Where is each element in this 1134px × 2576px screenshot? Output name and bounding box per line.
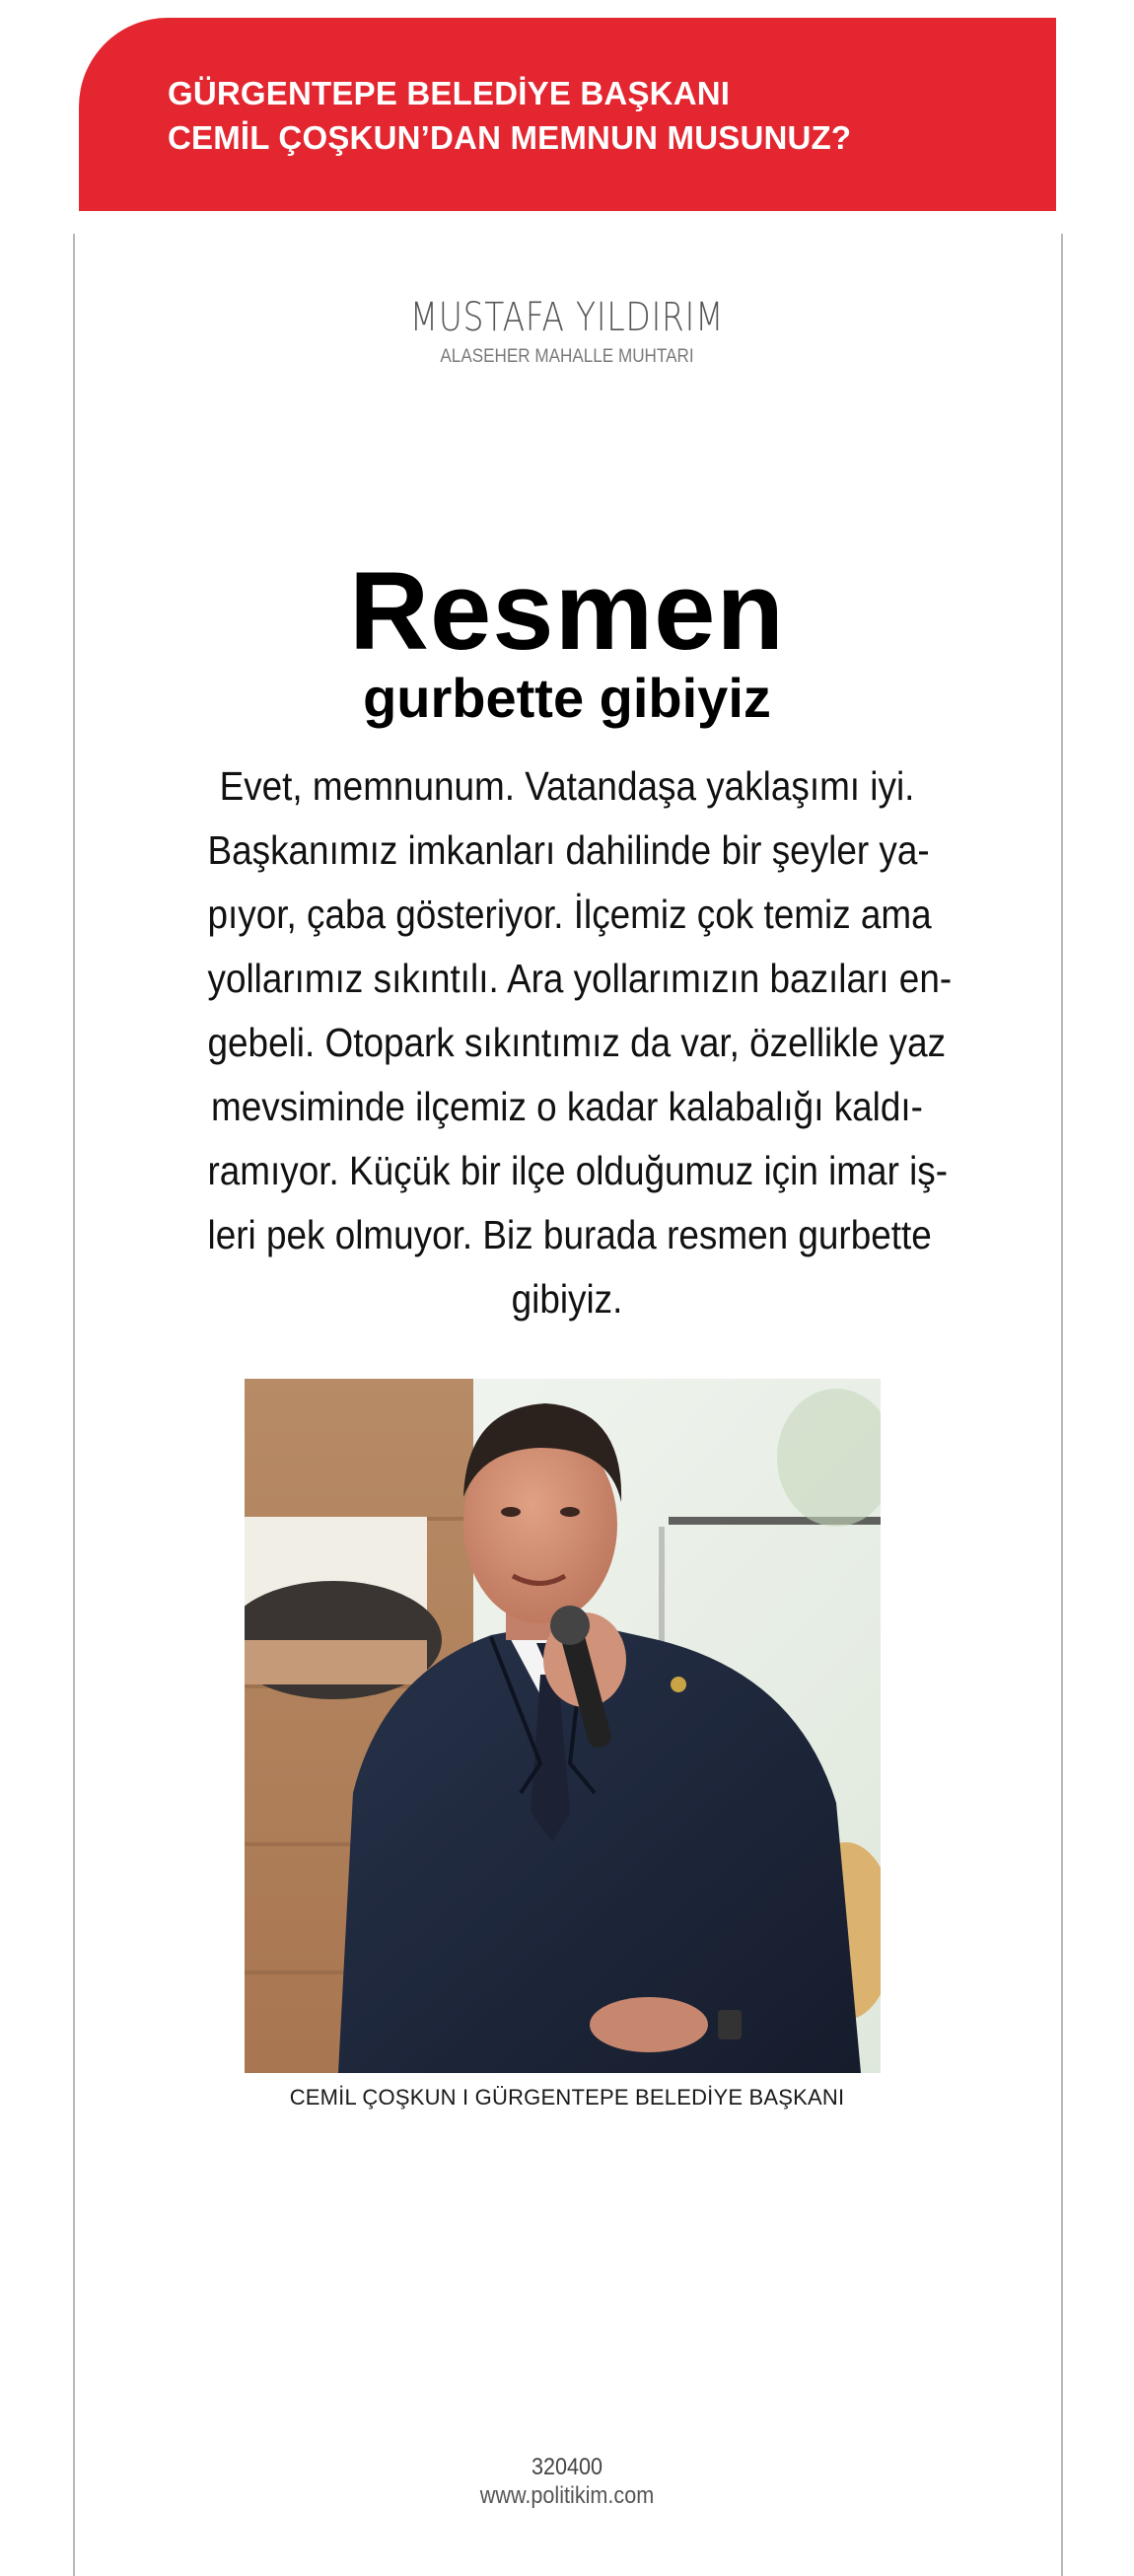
author-block <box>0 294 1134 369</box>
body-line: gebeli. Otopark sıkıntımız da var, özellikle yaz <box>207 1020 947 1065</box>
body-line: Başkanımız imkanları dahilinde bir şeyler ya- <box>207 827 930 873</box>
article-body <box>168 754 966 1331</box>
body-line: mevsiminde ilçemiz o kadar kalabalığı kaldı- <box>211 1084 923 1129</box>
footer <box>0 2454 1134 2511</box>
body-line: gibiyiz. <box>511 1276 623 1322</box>
body-line: leri pek olmuyor. Biz burada resmen gurbette <box>207 1212 932 1257</box>
headline-subtitle: gurbette gibiyiz <box>363 667 771 729</box>
footer-code: 320400 <box>531 2454 603 2480</box>
header-banner <box>79 18 1056 211</box>
body-line: Evet, memnunum. Vatandaşa yaklaşımı iyi. <box>219 763 915 809</box>
body-line: ramıyor. Küçük bir ilçe olduğumuz için imar iş- <box>207 1148 949 1193</box>
body-line: pıyor, çaba gösteriyor. İlçemiz çok temiz ama <box>207 892 932 937</box>
mayor-photo <box>245 1379 881 2073</box>
headline-block <box>0 549 1134 730</box>
banner-line-2: CEMİL ÇOŞKUN’DAN MEMNUN MUSUNUZ? <box>168 119 852 156</box>
footer-url[interactable]: www.politikim.com <box>479 2482 655 2509</box>
photo-caption: CEMİL ÇOŞKUN I GÜRGENTEPE BELEDİYE BAŞKANI <box>289 2085 845 2110</box>
headline-title: Resmen <box>349 549 785 673</box>
body-line: yollarımız sıkıntılı. Ara yollarımızın bazıları en- <box>207 956 953 1001</box>
banner-line-1: GÜRGENTEPE BELEDİYE BAŞKANI <box>168 75 731 111</box>
author-role: ALASEHER MAHALLE MUHTARI <box>440 346 694 367</box>
author-name: MUSTAFA YILDIRIM <box>409 295 725 340</box>
